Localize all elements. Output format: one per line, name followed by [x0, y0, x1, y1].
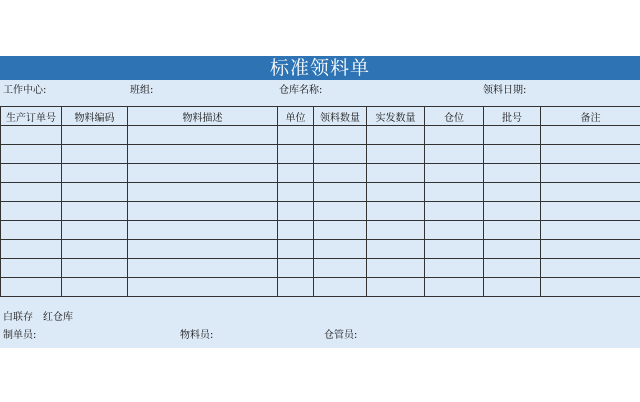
table-cell[interactable]: [1, 126, 62, 145]
table-cell[interactable]: [367, 259, 425, 278]
table-cell[interactable]: [1, 145, 62, 164]
table-row: [1, 240, 640, 259]
form-footer: [0, 297, 640, 348]
table-cell[interactable]: [484, 164, 541, 183]
table-cell[interactable]: [367, 164, 425, 183]
preparer-label: 制单员:: [3, 330, 37, 341]
warehouse-name-label: 仓库名称:: [279, 85, 323, 96]
table-cell[interactable]: [425, 278, 484, 297]
table-cell[interactable]: [425, 164, 484, 183]
table-cell[interactable]: [314, 278, 367, 297]
table-cell[interactable]: [484, 126, 541, 145]
table-cell[interactable]: [425, 183, 484, 202]
table-cell[interactable]: [314, 221, 367, 240]
table-cell[interactable]: [425, 202, 484, 221]
table-cell[interactable]: [367, 145, 425, 164]
table-cell[interactable]: [128, 202, 278, 221]
table-cell[interactable]: [62, 240, 128, 259]
material-requisition-form: [0, 56, 640, 348]
table-cell[interactable]: [128, 126, 278, 145]
col-header-remarks: 备注: [541, 107, 640, 126]
table-cell[interactable]: [62, 221, 128, 240]
table-cell[interactable]: [128, 145, 278, 164]
table-cell[interactable]: [278, 202, 314, 221]
table-row: [1, 164, 640, 183]
col-header-unit: 单位: [278, 107, 314, 126]
table-cell[interactable]: [62, 278, 128, 297]
table-cell[interactable]: [541, 126, 640, 145]
table-cell[interactable]: [541, 202, 640, 221]
table-body: [1, 126, 640, 297]
table-cell[interactable]: [62, 183, 128, 202]
table-cell[interactable]: [278, 126, 314, 145]
table-cell[interactable]: [62, 259, 128, 278]
table-cell[interactable]: [425, 126, 484, 145]
team-label: 班组:: [130, 85, 154, 96]
table-cell[interactable]: [367, 240, 425, 259]
table-cell[interactable]: [1, 221, 62, 240]
table-cell[interactable]: [541, 221, 640, 240]
table-cell[interactable]: [1, 164, 62, 183]
table-row: [1, 278, 640, 297]
table-cell[interactable]: [367, 183, 425, 202]
table-cell[interactable]: [128, 278, 278, 297]
table-cell[interactable]: [484, 221, 541, 240]
table-cell[interactable]: [62, 126, 128, 145]
table-row: [1, 221, 640, 240]
table-cell[interactable]: [425, 221, 484, 240]
table-cell[interactable]: [484, 278, 541, 297]
pick-date-label: 领料日期:: [483, 85, 527, 96]
table-cell[interactable]: [62, 202, 128, 221]
table-row: [1, 126, 640, 145]
table-cell[interactable]: [1, 278, 62, 297]
col-header-material-desc: 物料描述: [128, 107, 278, 126]
table-cell[interactable]: [484, 202, 541, 221]
table-cell[interactable]: [541, 145, 640, 164]
col-header-material-code: 物料编码: [62, 107, 128, 126]
table-cell[interactable]: [62, 164, 128, 183]
table-cell[interactable]: [128, 221, 278, 240]
table-cell[interactable]: [484, 183, 541, 202]
form-title: 标准领料单: [0, 56, 640, 80]
table-cell[interactable]: [367, 126, 425, 145]
table-cell[interactable]: [278, 259, 314, 278]
table-cell[interactable]: [278, 145, 314, 164]
table-row: [1, 183, 640, 202]
table-cell[interactable]: [314, 259, 367, 278]
col-header-order-no: 生产订单号: [1, 107, 62, 126]
table-cell[interactable]: [484, 240, 541, 259]
table-cell[interactable]: [314, 164, 367, 183]
table-cell[interactable]: [314, 240, 367, 259]
work-center-label: 工作中心:: [3, 85, 47, 96]
table-cell[interactable]: [425, 145, 484, 164]
table-cell[interactable]: [541, 259, 640, 278]
copy-distribution-note: 白联存 红仓库: [3, 312, 73, 323]
table-cell[interactable]: [425, 259, 484, 278]
table-cell[interactable]: [367, 278, 425, 297]
material-clerk-label: 物料员:: [180, 330, 214, 341]
table-cell[interactable]: [484, 259, 541, 278]
table-cell[interactable]: [425, 240, 484, 259]
table-cell[interactable]: [541, 183, 640, 202]
table-cell[interactable]: [62, 145, 128, 164]
table-row: [1, 202, 640, 221]
warehouse-keeper-label: 仓管员:: [324, 330, 358, 341]
table-cell[interactable]: [1, 202, 62, 221]
table-cell[interactable]: [314, 202, 367, 221]
table-cell[interactable]: [541, 164, 640, 183]
table-cell[interactable]: [314, 145, 367, 164]
col-header-batch: 批号: [484, 107, 541, 126]
table-cell[interactable]: [1, 259, 62, 278]
col-header-issued-qty: 实发数量: [367, 107, 425, 126]
col-header-bin: 仓位: [425, 107, 484, 126]
table-cell[interactable]: [367, 221, 425, 240]
table-cell[interactable]: [541, 278, 640, 297]
table-cell[interactable]: [278, 164, 314, 183]
table-row: [1, 145, 640, 164]
col-header-requested-qty: 领料数量: [314, 107, 367, 126]
table-cell[interactable]: [128, 164, 278, 183]
table-cell[interactable]: [484, 145, 541, 164]
table-header-row: [1, 107, 640, 126]
table-cell[interactable]: [314, 183, 367, 202]
table-row: [1, 259, 640, 278]
table-cell[interactable]: [1, 183, 62, 202]
table-cell[interactable]: [278, 240, 314, 259]
table-cell[interactable]: [128, 240, 278, 259]
table-cell[interactable]: [128, 183, 278, 202]
table-cell[interactable]: [314, 126, 367, 145]
table-cell[interactable]: [278, 221, 314, 240]
table-cell[interactable]: [367, 202, 425, 221]
table-cell[interactable]: [1, 240, 62, 259]
table-cell[interactable]: [541, 240, 640, 259]
table-cell[interactable]: [128, 259, 278, 278]
form-info-row: [0, 80, 640, 102]
table-cell[interactable]: [278, 278, 314, 297]
table-cell[interactable]: [278, 183, 314, 202]
requisition-table: [0, 106, 640, 297]
